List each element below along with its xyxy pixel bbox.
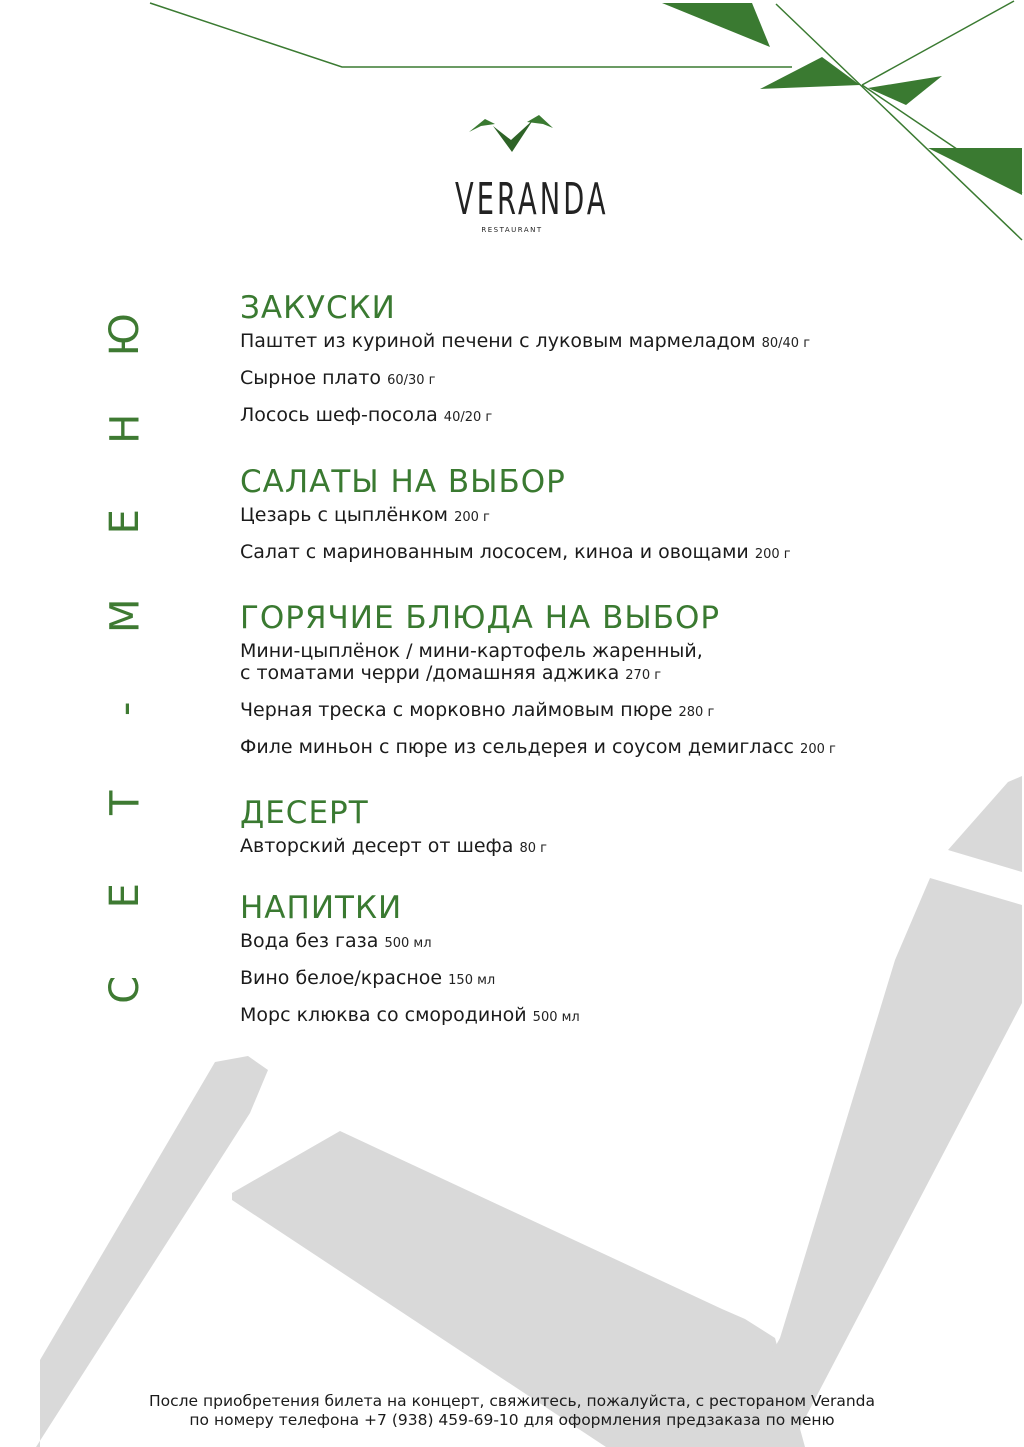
menu-item: [240, 736, 1000, 761]
item-weight: 40/20 г: [443, 410, 493, 425]
brand-name: VERANDA: [454, 174, 609, 225]
brand-subtitle: RESTAURANT: [481, 226, 543, 234]
section-dessert: [240, 793, 1000, 860]
deco-line-diagonal: [776, 4, 1022, 240]
item-weight: 80/40 г: [761, 336, 811, 351]
section-title: ГОРЯЧИЕ БЛЮДА НА ВЫБОР: [240, 600, 721, 636]
vertical-title: [104, 288, 148, 1036]
menu-item: [240, 967, 1000, 992]
menu-item: [240, 504, 1000, 529]
item-weight: 500 мл: [384, 936, 432, 951]
vertical-letter: Ю: [102, 313, 149, 357]
menu-item: [240, 367, 1000, 392]
item-weight: 150 мл: [448, 973, 496, 988]
vertical-letter: Е: [102, 883, 149, 909]
item-weight: 280 г: [678, 705, 715, 720]
item-name: Морс клюква со смородиной: [240, 1004, 527, 1026]
item-name: с томатами черри /домашняя аджика: [240, 662, 620, 684]
section-title: НАПИТКИ: [240, 890, 403, 926]
item-name: Филе миньон с пюре из сельдерея и соусом демигласс: [240, 736, 794, 758]
item-weight: 80 г: [519, 841, 547, 856]
vertical-letter: -: [102, 701, 149, 716]
vertical-letter: М: [102, 597, 149, 633]
item-name: Цезарь с цыплёнком: [240, 504, 449, 526]
item-weight: 500 мл: [532, 1010, 580, 1025]
item-name: Черная треска с морковно лаймовым пюре: [240, 699, 673, 721]
footer-note: [0, 1392, 1024, 1430]
section-title: ДЕСЕРТ: [240, 795, 369, 831]
deco-line-right: [862, 1, 1014, 85]
item-weight: 200 г: [454, 510, 490, 525]
item-weight: 270 г: [625, 668, 662, 683]
section-hot-dishes: [240, 598, 1000, 761]
vertical-letter: Е: [102, 509, 149, 535]
deco-triangle-3: [868, 76, 942, 105]
item-weight: 60/30 г: [387, 373, 436, 388]
menu: [240, 288, 1000, 1029]
section-salads: [240, 462, 1000, 566]
item-weight: 200 г: [800, 742, 836, 757]
menu-item: [240, 404, 1000, 429]
item-name: Сырное плато: [240, 367, 382, 389]
menu-item: [240, 699, 1000, 724]
deco-triangle-1: [662, 3, 770, 47]
item-name: Авторский десерт от шефа: [240, 835, 514, 857]
footer-line-1: После приобретения билета на концерт, свяжитесь, пожалуйста, с рестораном Veranda: [148, 1392, 876, 1410]
footer-line-2: по номеру телефона +7 (938) 459-69-10 для оформления предзаказа по меню: [189, 1411, 835, 1429]
item-name: Лосось шеф-посола: [240, 404, 438, 426]
section-title: САЛАТЫ НА ВЫБОР: [240, 464, 566, 500]
section-drinks: [240, 888, 1000, 1029]
menu-item: [240, 541, 1000, 566]
menu-item: [240, 330, 1000, 355]
menu-item: [240, 835, 1000, 860]
section-appetizers: [240, 288, 1000, 429]
item-name-line1: Мини-цыплёнок / мини-картофель жаренный,: [240, 640, 703, 662]
menu-item: [240, 930, 1000, 955]
item-name: Салат с маринованным лососем, киноа и овощами: [240, 541, 749, 563]
vertical-letter: Н: [102, 413, 149, 444]
checkmark-roof-icon: [467, 112, 557, 152]
section-title: ЗАКУСКИ: [240, 290, 396, 326]
item-weight: 200 г: [754, 547, 791, 562]
item-name: Вода без газа: [240, 930, 379, 952]
item-name: Паштет из куриной печени с луковым мармеладом: [240, 330, 756, 352]
vertical-letter: Т: [102, 790, 149, 815]
menu-item: [240, 640, 1000, 687]
menu-item: [240, 1004, 1000, 1029]
deco-triangle-4: [928, 148, 1022, 195]
logo: [420, 112, 609, 234]
gray-shape-left: [36, 1056, 268, 1447]
item-name: Вино белое/красное: [240, 967, 443, 989]
vertical-letter: С: [102, 975, 149, 1004]
deco-triangle-2: [760, 57, 860, 89]
